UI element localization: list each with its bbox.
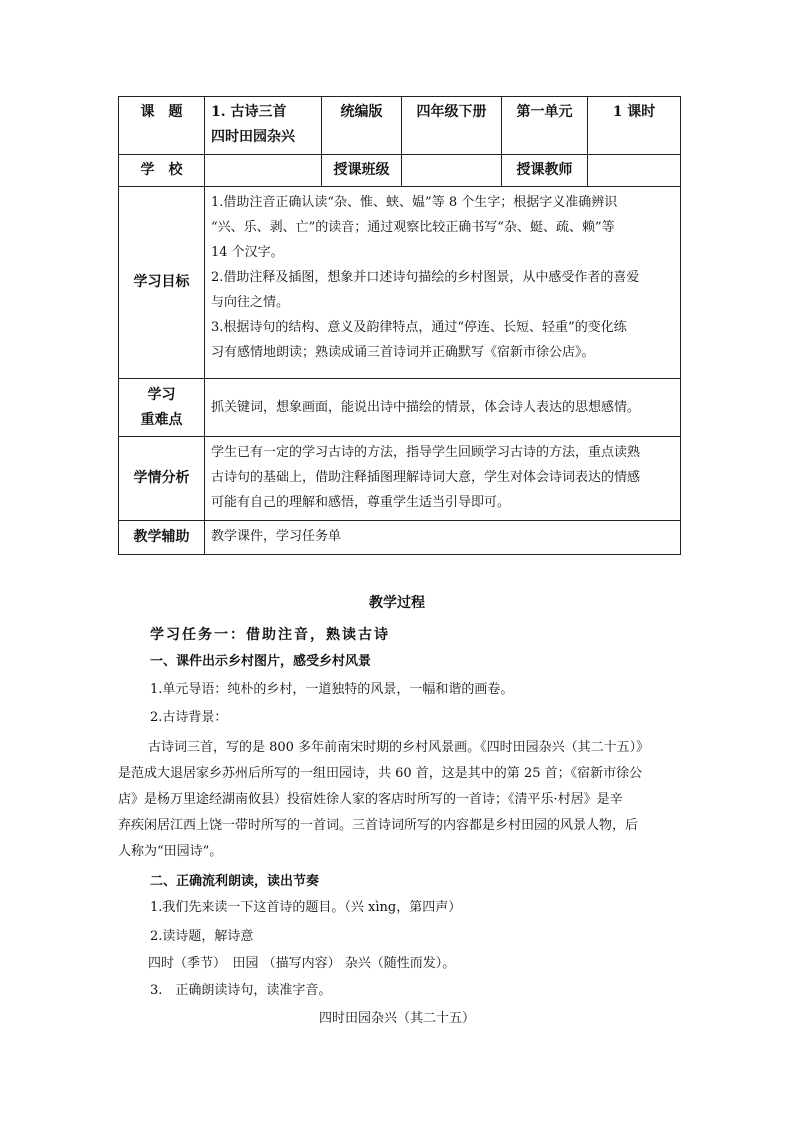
class-label: 授课班级 — [322, 155, 402, 187]
process-heading: 教学过程 — [369, 595, 425, 611]
goals-label: 学习目标 — [119, 187, 205, 379]
background-line: 是范成大退居家乡苏州后所写的一组田园诗，共 60 首，这是其中的第 25 首；《宿新市徐公 — [118, 766, 643, 781]
table-row — [119, 521, 681, 555]
section-one-heading: 一、课件出示乡村图片，感受乡村风景 — [150, 654, 372, 669]
table-row — [119, 187, 681, 379]
teacher-value — [588, 155, 681, 187]
analysis-line: 学生已有一定的学习古诗的方法，指导学生回顾学习古诗的方法，重点读熟 — [211, 445, 641, 460]
step-two: 2.读诗题，解诗意 — [150, 929, 254, 944]
task-one-heading: 学习任务一：借助注音，熟读古诗 — [150, 627, 390, 643]
goal-line: “兴、乐、剥、亡”的读音；通过观察比较正确书写“杂、蜓、疏、赖”等 — [211, 220, 615, 235]
edition-cell: 统编版 — [322, 97, 402, 155]
section-two-heading: 二、正确流利朗读，读出节奏 — [150, 874, 320, 889]
key-difficulty-content: 抓关键词，想象画面，能说出诗中描绘的情景，体会诗人表达的思想感情。 — [205, 379, 681, 437]
hours-cell: 1 课时 — [588, 97, 681, 155]
analysis-content — [205, 437, 681, 521]
goal-line: 3.根据诗句的结构、意义及韵律特点，通过“停连、长短、轻重”的变化练 — [211, 320, 627, 335]
analysis-line: 古诗句的基础上，借助注释插图理解诗词大意，学生对体会诗词表达的情感 — [211, 470, 641, 485]
table-row — [119, 155, 681, 187]
title-meaning: 四时（季节） 田园 （描写内容） 杂兴（随性而发）。 — [148, 956, 456, 971]
goal-line: 14 个汉字。 — [211, 245, 284, 260]
class-value — [402, 155, 502, 187]
table-row — [119, 437, 681, 521]
goal-line: 与向往之情。 — [211, 295, 290, 310]
topic-label: 课 题 — [119, 97, 205, 155]
step-one: 1.我们先来读一下这首诗的题目。（兴 xìng，第四声） — [150, 900, 462, 915]
goals-content — [205, 187, 681, 379]
unit-cell: 第一单元 — [502, 97, 588, 155]
background-heading: 2.古诗背景： — [150, 710, 228, 725]
background-line: 弃疾闲居江西上饶一带时所写的一首词。三首诗词所写的内容都是乡村田园的风景人物，后 — [118, 818, 639, 833]
goal-line: 习有感情地朗读；熟读成诵三首诗词并正确默写《宿新市徐公店》。 — [211, 345, 595, 360]
lesson-poem-title: 四时田园杂兴 — [211, 129, 295, 145]
background-line: 人称为“田园诗”。 — [118, 844, 223, 859]
analysis-label: 学情分析 — [119, 437, 205, 521]
teacher-label: 授课教师 — [502, 155, 588, 187]
school-label: 学 校 — [119, 155, 205, 187]
unit-intro: 1.单元导语：纯朴的乡村，一道独特的风景，一幅和谐的画卷。 — [150, 682, 514, 697]
analysis-line: 可能有自己的理解和感悟，尊重学生适当引导即可。 — [211, 495, 511, 510]
lesson-title-cell — [205, 97, 322, 155]
lesson-number-title: 1. 古诗三首 — [211, 104, 287, 120]
key-difficulty-label — [119, 379, 205, 437]
goal-line: 1.借助注音正确认读“杂、惟、蛱、媪”等 8 个生字；根据字义准确辨识 — [211, 195, 618, 210]
background-line: 店》是杨万里途经湖南攸县）投宿姓徐人家的客店时所写的一首诗；《清平乐·村居》是辛 — [118, 792, 623, 807]
school-value — [205, 155, 322, 187]
poem-title: 四时田园杂兴（其二十五） — [318, 1011, 475, 1026]
lesson-info-table — [118, 96, 681, 555]
table-row — [119, 97, 681, 155]
key-label-line2: 重难点 — [140, 411, 183, 428]
grade-cell: 四年级下册 — [402, 97, 502, 155]
step-three: 3. 正确朗读诗句，读准字音。 — [150, 983, 332, 998]
key-label-line1: 学习 — [147, 386, 176, 403]
goal-line: 2.借助注释及插图，想象并口述诗句描绘的乡村图景，从中感受作者的喜爱 — [211, 270, 640, 285]
aids-label: 教学辅助 — [119, 521, 205, 555]
background-line: 古诗词三首，写的是 800 多年前南宋时期的乡村风景画。《四时田园杂兴（其二十五）》 — [148, 740, 650, 755]
aids-content: 教学课件，学习任务单 — [205, 521, 681, 555]
table-row — [119, 379, 681, 437]
